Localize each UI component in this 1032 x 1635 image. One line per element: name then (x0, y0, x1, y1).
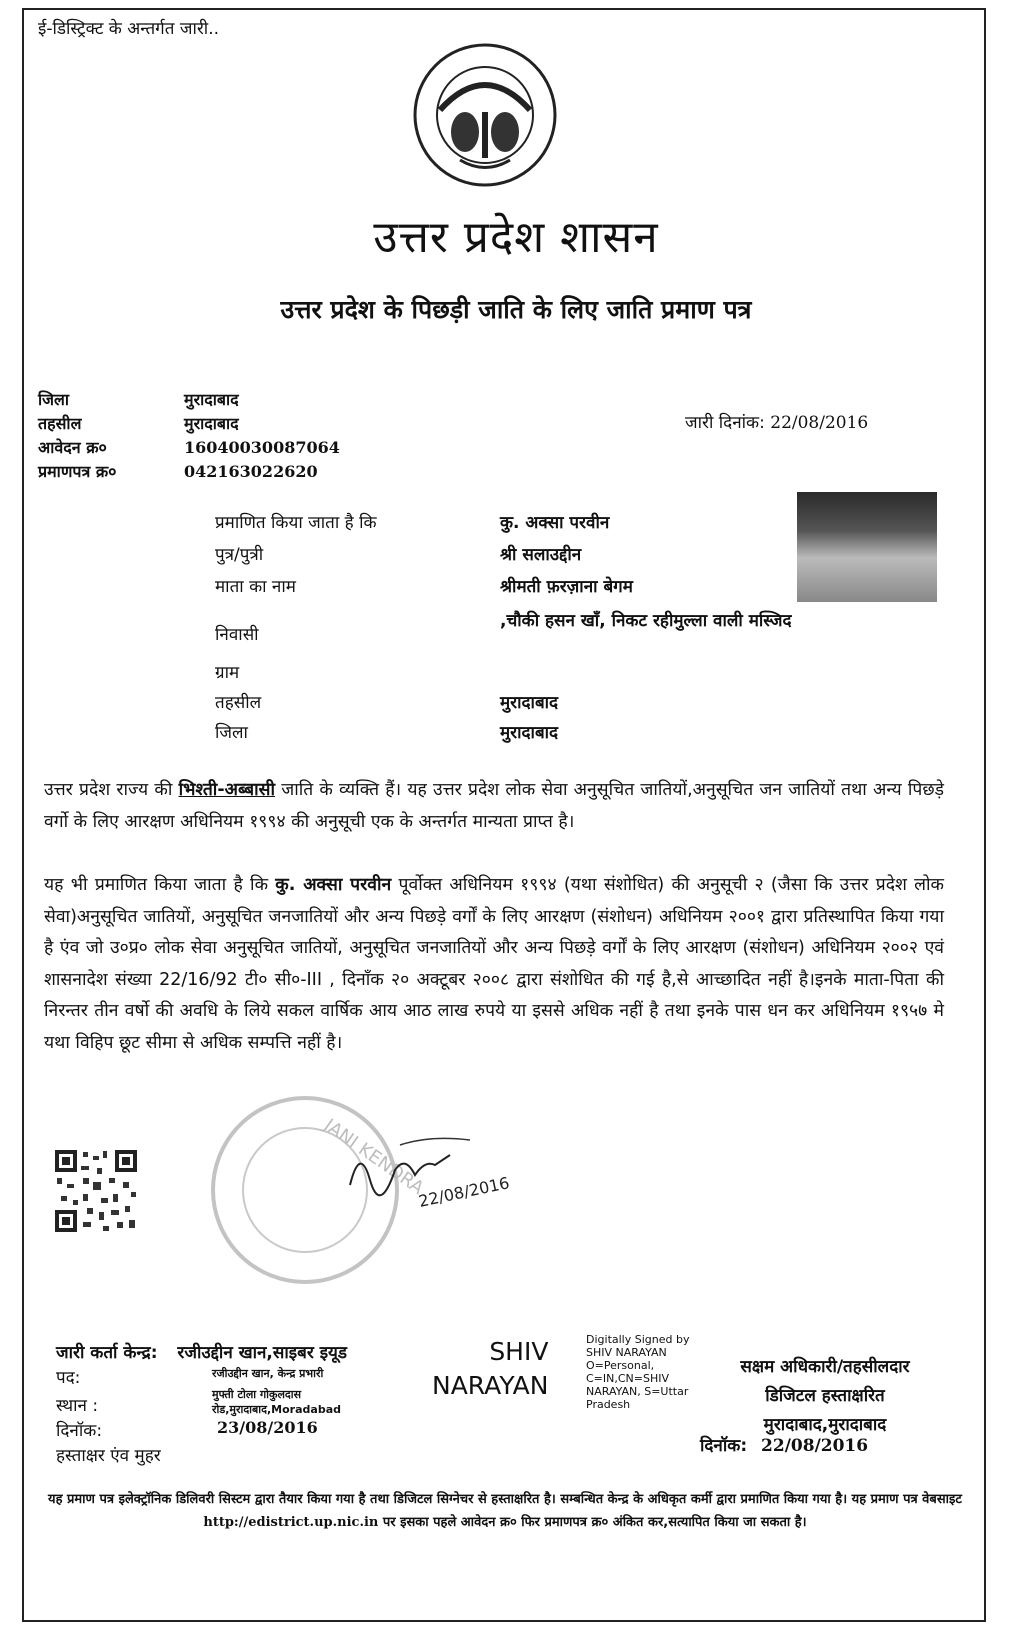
digital-signature-detail: Pradesh (586, 1398, 631, 1411)
field-value: ,चौकी हसन खाँ, निकट रहीमुल्ला वाली मस्जिद (500, 611, 792, 631)
application-number: 16040030087064 (184, 438, 340, 457)
field-label: निवासी (215, 625, 259, 645)
field-value: श्री सलाउद्दीन (500, 545, 582, 565)
field-label: प्रमाणित किया जाता है कि (215, 513, 377, 533)
digital-signature-name-line2: NARAYAN (432, 1371, 549, 1400)
authority-date (700, 1433, 868, 1456)
certificate-number: 042163022620 (184, 462, 318, 481)
header-note: ई-डिस्ट्रिक्ट के अन्तर्गत जारी.. (38, 19, 220, 39)
issuer-date-value: 23/08/2016 (217, 1418, 318, 1437)
field-label: पुत्र/पुत्री (215, 545, 264, 565)
authority-digital-signed: डिजिटल हस्ताक्षरित (765, 1386, 885, 1406)
digital-signature-details (586, 1333, 689, 1411)
caste-paragraph-intro: उत्तर प्रदेश राज्य की (44, 780, 179, 800)
district-label: जिला (38, 390, 70, 409)
certificate-label: प्रमाणपत्र क्र० (38, 462, 117, 481)
footer-note (40, 1488, 970, 1534)
authority-date-label: दिनॉक: (700, 1436, 748, 1456)
up-government-emblem-icon (410, 40, 560, 190)
authority-designation: सक्षम अधिकारी/तहसीलदार (740, 1357, 910, 1377)
issuer-place-line1: मुफ्ती टोला गोकुलदास (212, 1388, 302, 1401)
digital-signature-detail: NARAYAN, S=Uttar (586, 1385, 689, 1398)
caste-paragraph-body: जाति के व्यक्ति हैं। यह उत्तर प्रदेश लोक सेवा अनुसूचित जातियों,अनुसूचित जन जातियों तथा अन्य पिछड़े वर्गो के लिए आरक्षण अधिनियम १९९४ की अनुसूची एक के अन्तर्गत मान्यता प्राप्त है। (44, 780, 944, 832)
issue-date-value: 22/08/2016 (770, 413, 869, 433)
signature-date: 22/08/2016 (416, 1173, 512, 1211)
field-value: कु. अक्सा परवीन (500, 513, 610, 533)
digital-signature-name (432, 1335, 548, 1403)
authority-date-value: 22/08/2016 (761, 1436, 869, 1456)
qr-code (53, 1148, 139, 1234)
issuer-sign-label: हस्ताक्षर एंव मुहर (56, 1446, 161, 1466)
district-value: मुरादाबाद (184, 390, 239, 409)
issuer-center (56, 1340, 347, 1363)
document-subtitle: उत्तर प्रदेश के पिछड़ी जाति के लिए जाति प्रमाण पत्र (280, 295, 752, 324)
verification-url-link[interactable]: http://edistrict.up.nic.in (203, 1515, 379, 1530)
issuer-center-value: रजीउद्दीन खान,साइबर इयूड (177, 1343, 348, 1363)
field-label: तहसील (215, 693, 262, 713)
certification-body: पूर्वोक्त अधिनियम १९९४ (यथा संशोधित) की अनुसूची २ (जैसा कि उत्तर प्रदेश लोक सेवा)अनुसूचित जातियों, अनुसूचित जनजातियों और अन्य पिछड़े वर्गों के लिए आरक्षण (संशोधन) अधिनियम २००१ द्वारा प्रतिस्थापित किया गया है एंव जो उ०प्र० लोक सेवा अनुसूचित जातियों, अनुसूचित जनजातियों और अन्य पिछड़े वर्गों के लिए आरक्षण (संशोधन) अधिनियम २००२ एवं शासनादेश संख्या 22/16/92 टी० सी०-III , दिनाँक २० अक्टूबर २००८ द्वारा संशोधित की गई है,से आच्छादित नहीं है।इनके माता-पिता की निरन्तर तीन वर्षो की अवधि के लिये सकल वार्षिक आय आठ लाख रुपये या इससे अधिक नहीं है तथा इनके पास धन कर अधिनियम १९५७ मे यथा विहिप छूट सीमा से अधिक सम्पत्ति नहीं है। (44, 875, 945, 1053)
digital-signature-detail: O=Personal, (586, 1359, 655, 1372)
document-title: उत्तर प्रदेश शासन (373, 212, 659, 263)
field-value: श्रीमती फ़रज़ाना बेगम (500, 577, 633, 597)
issue-date (685, 410, 868, 433)
footer-text-part2: पर इसका पहले आवेदन क्र० फिर प्रमाणपत्र क्र० अंकित कर,सत्यापित किया जा सकता है। (378, 1515, 807, 1530)
issuer-date-label: दिनॉक: (56, 1421, 103, 1441)
certification-intro: यह भी प्रमाणित किया जाता है कि (44, 875, 276, 895)
footer-text-part1: यह प्रमाण पत्र इलेक्ट्रॉनिक डिलिवरी सिस्टम द्वारा तैयार किया गया है तथा डिजिटल सिग्नेचर से हस्ताक्षरित है। सम्बन्धित केन्द्र के अधिकृत कर्मी द्वारा प्रमाणित किया गया है। यह प्रमाण पत्र वेबसाइट (48, 1492, 962, 1507)
certificate-meta (38, 388, 340, 484)
field-label: ग्राम (215, 663, 240, 683)
field-label: जिला (215, 723, 248, 743)
field-label: माता का नाम (215, 577, 296, 597)
issue-date-label: जारी दिनांक: (685, 413, 765, 433)
authority-block (690, 1353, 960, 1440)
tehsil-label: तहसील (38, 414, 82, 433)
application-label: आवेदन क्र० (38, 438, 107, 457)
issuer-place-label: स्थान : (56, 1396, 99, 1416)
svg-text:JANI KENDRA: JANI KENDRA (320, 1114, 428, 1199)
issuer-post-value: रजीउद्दीन खान, केन्द्र प्रभारी (212, 1367, 324, 1380)
applicant-photo (797, 492, 937, 602)
handwritten-signature (340, 1125, 540, 1215)
caste-name: भिश्ती-अब्बासी (178, 780, 276, 800)
field-value: मुरादाबाद (500, 723, 559, 743)
digital-signature-name-line1: SHIV (489, 1337, 549, 1366)
caste-paragraph (44, 775, 944, 838)
tehsil-value: मुरादाबाद (184, 414, 239, 433)
field-value: मुरादाबाद (500, 693, 559, 713)
digital-signature-detail: C=IN,CN=SHIV (586, 1372, 670, 1385)
applicant-name-inline: कु. अक्सा परवीन (275, 875, 392, 895)
digital-signature-detail: Digitally Signed by (586, 1333, 690, 1346)
issuer-post-label: पद: (56, 1368, 81, 1388)
issuer-place-line2: रोड,मुरादाबाद,Moradabad (212, 1403, 341, 1416)
issuer-center-label: जारी कर्ता केन्द्र: (56, 1343, 158, 1363)
digital-signature-detail: SHIV NARAYAN (586, 1346, 667, 1359)
authority-location: मुरादाबाद,मुरादाबाद (763, 1415, 887, 1435)
certification-paragraph (44, 870, 944, 1059)
